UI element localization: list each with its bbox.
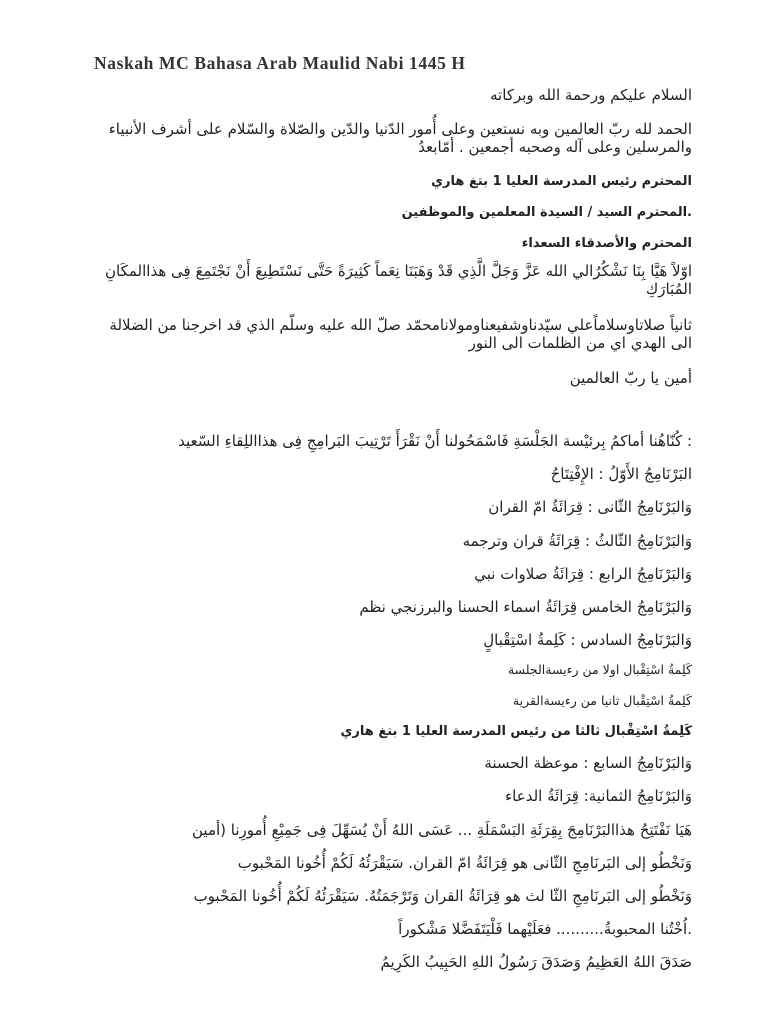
program-item-8: وَالبَرْنَامِجُ الثمانية: قِرَائَةُ الدعاء [505, 787, 692, 805]
program-item-3: وَالبَرْنَامِجُ الثّالثُ : قِرَائَةُ قران وترجمه [462, 532, 692, 550]
welcome-speech-1: كَلِمةُ اسْتِقْبال اولا من رءيسةالجلسة [507, 662, 692, 677]
transition-program-2: وَنَخْطُو إلى البَرنَامِجِ الثّانى هو قِرَائَةُ امّ القران. سَيَقْرَئُهُ لَكُمْ أُخُونا المَحْبوب [237, 854, 692, 872]
honorific-headmaster: المحترم رئيس المدرسة العليا 1 بتغ هاري [431, 174, 692, 189]
honorific-friends: المحترم والأصدقاء السعداء [521, 236, 692, 251]
program-item-6: وَالبَرْنَامِجُ السادس : كَلِمةُ اسْتِقْبالٍ [483, 631, 692, 649]
opening-praise-paragraph: الحمد لله ربّ العالمين وبه نستعين وعلى أُمور الدّنيا والدّين والصّلاة والسّلام على أشرف الأنبياء والمرسلين وعلى آله وصحبه أجمعين . أمّابعدُ [108, 120, 692, 156]
gratitude-paragraph: اوّلاً هَيَّا بِنَا نَشْكُرُالي الله عَزَّ وَجَلَّ الَّذِي قَدْ وَهَبَنَا نِعَماً كَثِيرَةً حَتَّى نَسْتَطِيعَ أَنْ نَجْتَمِعَ فِى هذاالمكَانِ المُبَارَكِ [105, 262, 692, 298]
invitation-line: .اُخْتُنا المحبوبةُ.......... فعَلَيْهما فَلْيَتَفَضَّلا مَشْكوراً [398, 920, 692, 938]
salawat-paragraph: ثانياً صلاتاوسلاماًعلي سيّدناوشفيعناومولانامحمّد صلّ الله عليه وسلّم الذي قد اخرجنا من الضلالة الى الهدي اي من الظلمات الى النور [109, 316, 692, 352]
program-item-7: وَالبَرْنَامِجُ السابع : موعظة الحسنة [484, 754, 692, 772]
program-item-5: وَالبَرْنَامِجُ الخامس قِرَائَةُ اسماء الحسنا والبرزنجي نظم [359, 598, 692, 616]
honorific-teachers: .المحترم السيد / السيدة المعلمين والموظفين [401, 205, 692, 220]
program-intro-line: : كُنّاهُنا أماكمُ بِرئيْسة الجَلْسَةِ فَاسْمَحُولنا أَنْ نَقْرَأَ تَرْتِيبَ البَرامِجِ فِى هذااللِقاءِ السّعيد [178, 432, 692, 450]
greeting-line: السلام عليكم ورحمة الله وبركاته [490, 86, 692, 104]
opening-basmalah-line: هَيَا نَفْتَتِحُ هذاالبَرْنَامِجَ بِقِرَئَةِ البَسْمَلَةِ ... عَسَى اللهُ أَنْ يُسَهِّلَ فِى جَمِيْعِ أُمورِنا (أمين [192, 821, 692, 839]
amin-line: أمين يا ربّ العالمين [569, 369, 692, 387]
closing-sadaqallah-line: صَدَقَ اللهُ العَظِيمُ وَصَدَقَ رَسُولُ اللهِ الحَبِيبُ الكَرِيمُ [380, 953, 692, 971]
welcome-speech-2: كَلِمةُ اسْتِقْبال ثانيا من رءيسةالقرية [512, 693, 692, 708]
welcome-speech-3: كَلِمةُ اسْتِقْبال ثالثا من رئيس المدرسة العليا 1 بتغ هاري [340, 724, 692, 739]
program-item-1: البَرْنَامِجُ الأَوّلُ : الإِفْتِتَاحُ [550, 465, 692, 483]
program-item-2: وَالبَرْنَامِجُ الثّانى : قِرَائَةُ امّ القران [488, 498, 692, 516]
program-item-4: وَالبَرْنَامِجُ الرابع : قِرَائَةُ صلاوات نبي [474, 565, 692, 583]
transition-program-3: وَنَخْطُو إلى البَرنَامِجِ الثّا لث هو قِرَائَةُ القران وَتَرْجَمَتُهُ. سَيَقْرَئُهُ لَكُمْ أُخُونا المَحْبوب [193, 887, 692, 905]
document-title: Naskah MC Bahasa Arab Maulid Nabi 1445 H [94, 53, 466, 73]
